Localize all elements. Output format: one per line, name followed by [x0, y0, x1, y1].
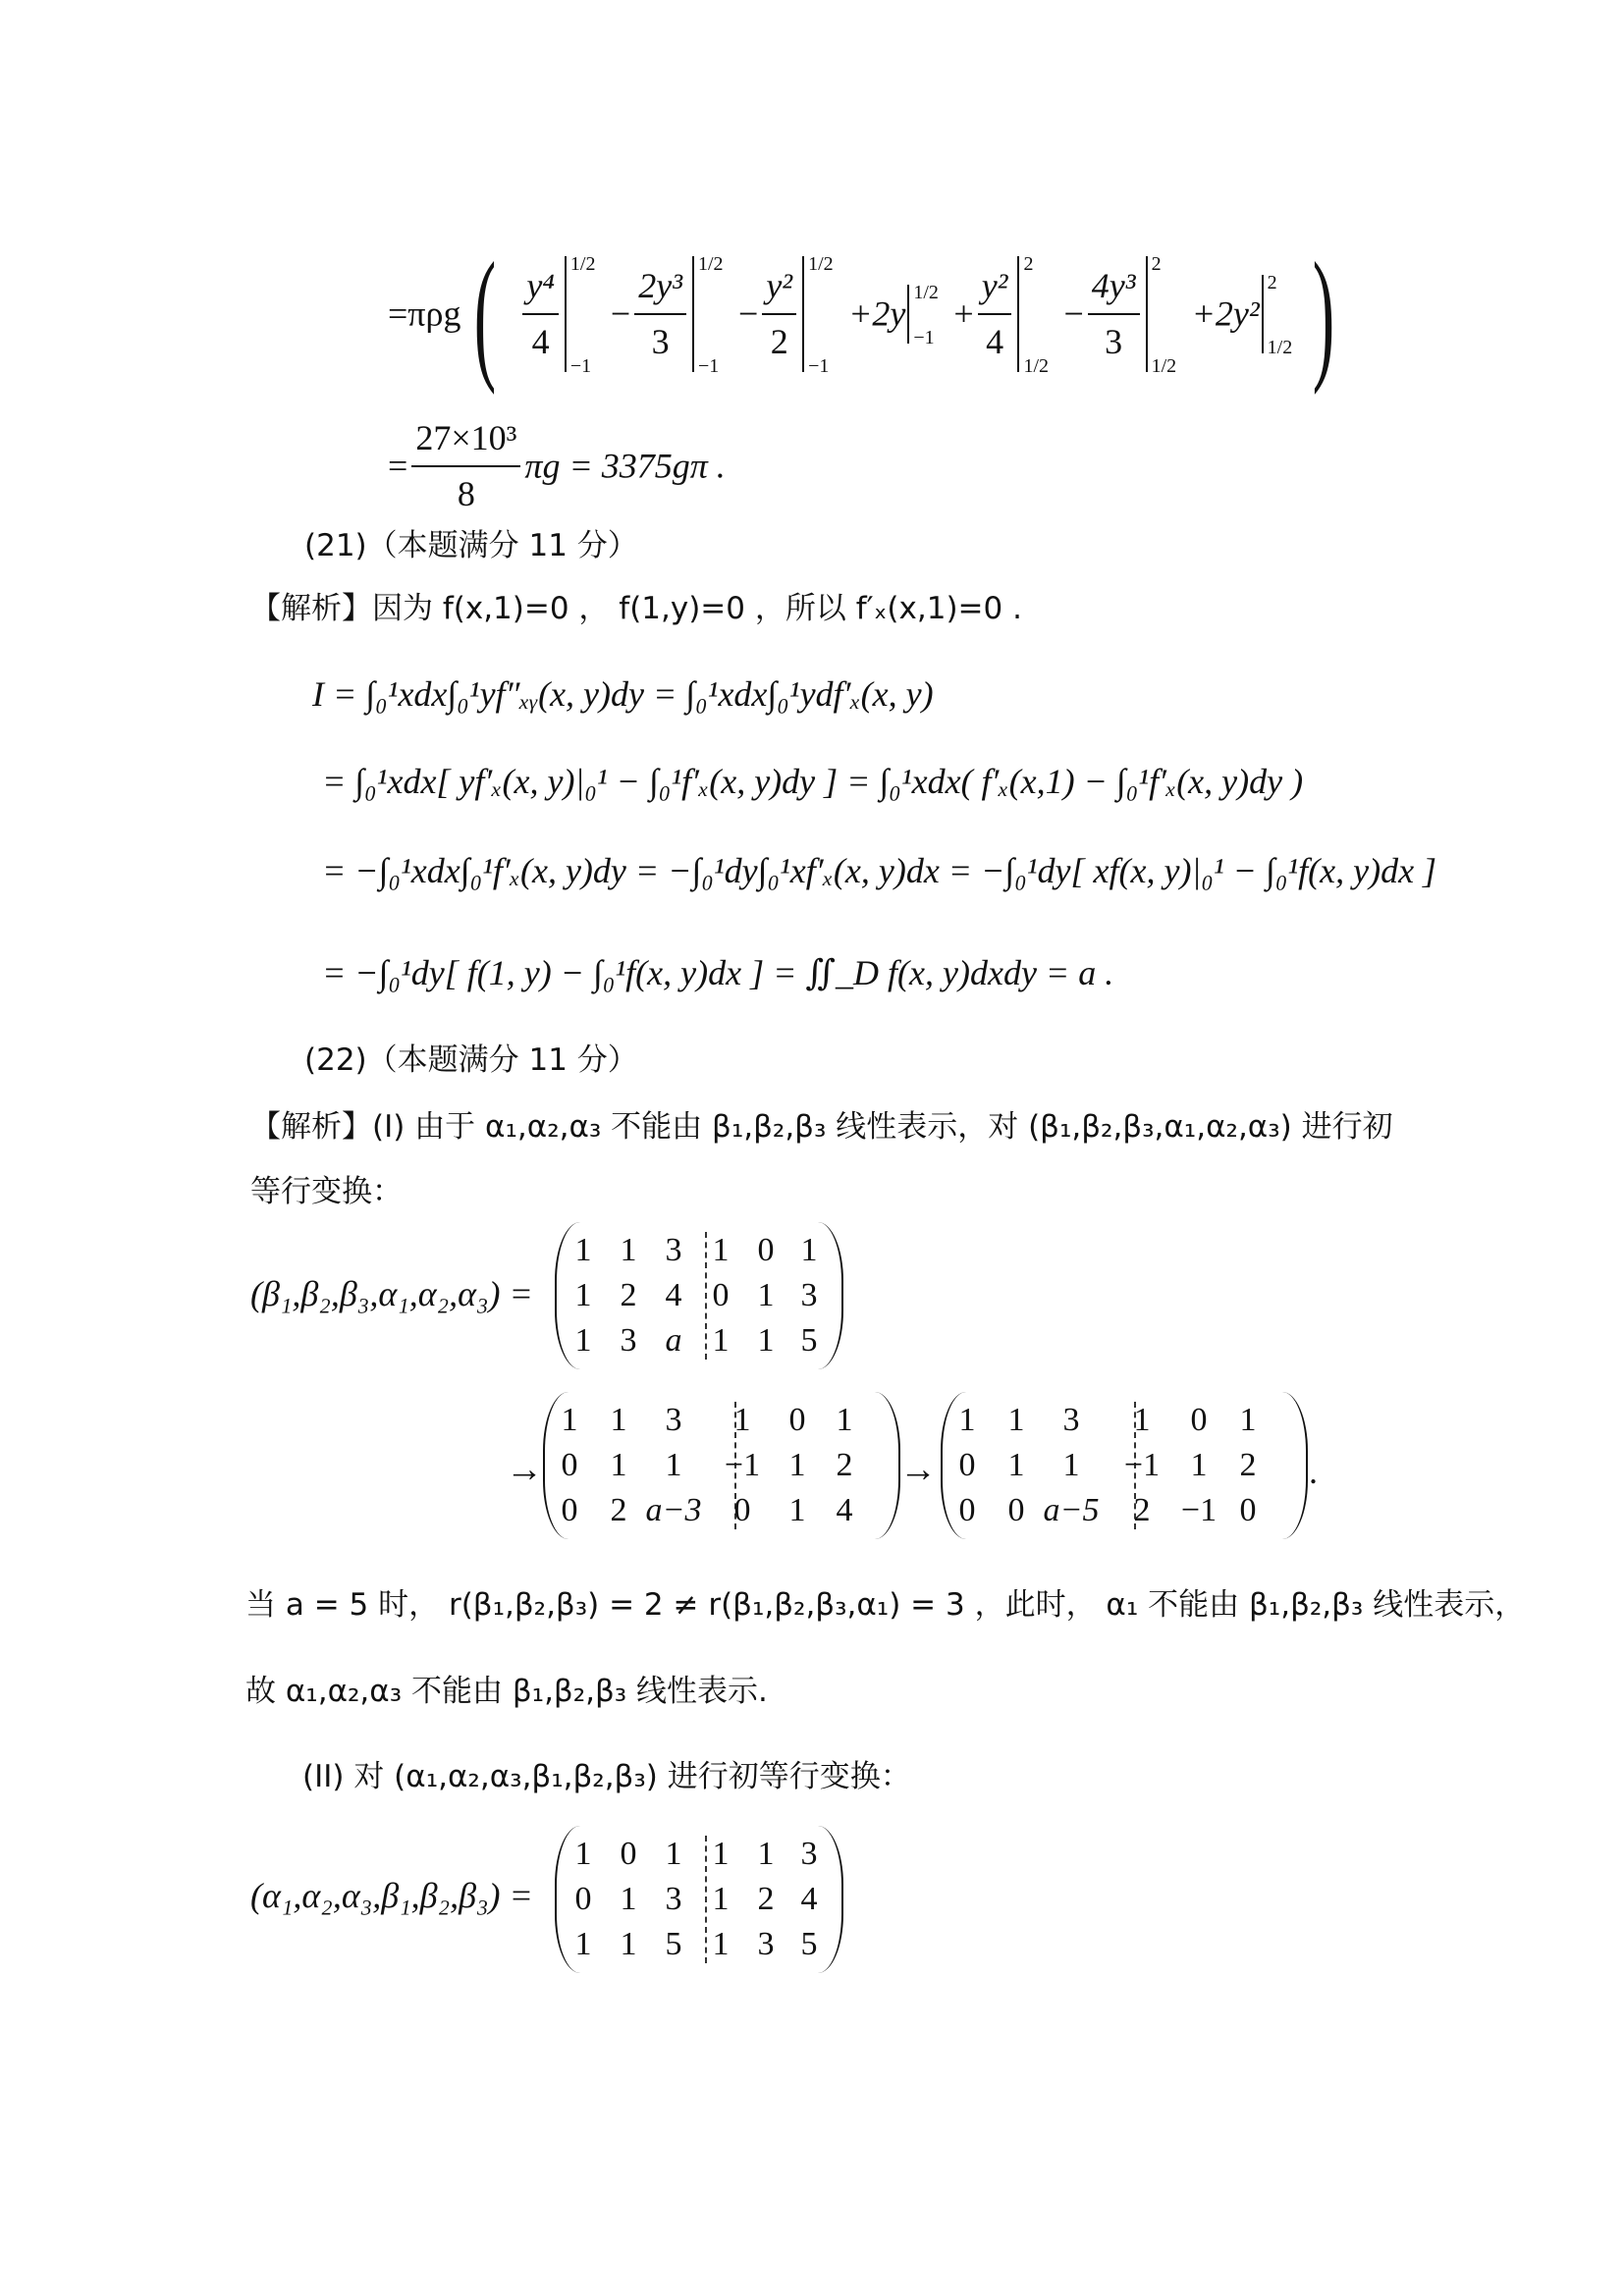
matrix-cell: 1	[665, 1836, 682, 1872]
q21-derivation-line-1: I = ∫₀¹xdx∫₀¹yf″ₓᵧ(x, y)dy = ∫₀¹xdx∫₀¹ydf′ₓ(x, y)	[312, 674, 934, 714]
matrix-cell: 1	[574, 1322, 592, 1359]
matrix-cell: 0	[1007, 1492, 1025, 1528]
matrix-cell: 1	[620, 1881, 637, 1917]
equation-result: = $\frac{\text{27×10³}}{8}$ πg = 3375gπ .	[388, 417, 726, 515]
matrix-cell: 1	[574, 1232, 592, 1268]
matrix-cell: 5	[800, 1322, 818, 1359]
q22-part2: (II) 对 (α₁,α₂,α₃,β₁,β₂,β₃) 进行初等行变换：	[302, 1759, 911, 1794]
matrix-cell: 5	[665, 1926, 682, 1962]
matrix-cell: −1	[1123, 1447, 1161, 1483]
matrix-2	[543, 1392, 900, 1539]
q22-part1	[250, 1104, 1393, 1147]
matrix-cell: 0	[733, 1492, 751, 1528]
period: .	[1309, 1452, 1318, 1491]
analysis-label: 【解析】	[250, 591, 372, 626]
matrix-cell: 4	[800, 1881, 818, 1917]
matrix-cell: 1	[712, 1836, 730, 1872]
matrix-cell: 2	[836, 1447, 853, 1483]
matrix-cell: 1	[1007, 1447, 1025, 1483]
matrix-cell: 1	[610, 1447, 627, 1483]
matrix-cell: 1	[712, 1926, 730, 1962]
fraction: $\frac{\text{y²}}{4}$	[978, 265, 1012, 363]
matrix-cell: 3	[665, 1402, 682, 1438]
matrix-cell: 1	[1190, 1447, 1208, 1483]
matrix-cell: 3	[757, 1926, 775, 1962]
matrix-cell: a	[665, 1322, 682, 1359]
eval-bar: 1/2 −1	[565, 256, 596, 372]
matrix-4	[555, 1826, 843, 1973]
q21-analysis	[250, 586, 1022, 628]
eval-bar: 1/2 −1	[692, 256, 724, 372]
matrix1-lhs: (β₁,β₂,β₃,α₁,α₂,α₃) =	[250, 1274, 533, 1313]
matrix-cell: 0	[788, 1402, 806, 1438]
fraction: $\frac{\text{y²}}{2}$	[762, 265, 796, 363]
q21-derivation-line-4: = −∫₀¹dy[ f(1, y) − ∫₀¹f(x, y)dx ] = ∬_D f(x, y)dxdy = a .	[322, 953, 1114, 992]
matrix-cell: 0	[1239, 1492, 1257, 1528]
fraction: $\frac{\text{27×10³}}{8}$	[411, 417, 520, 515]
eval-bar: 2 1/2	[1146, 256, 1177, 372]
matrix-cell: 1	[757, 1277, 775, 1313]
matrix-cell: 1	[574, 1277, 592, 1313]
matrix-cell: 1	[620, 1232, 637, 1268]
eval-bar: 2 1/2	[1262, 275, 1293, 353]
eval-bar: 1/2 −1	[802, 256, 834, 372]
matrix-cell: 1	[788, 1447, 806, 1483]
matrix-cell: 3	[665, 1232, 682, 1268]
matrix-cell: 0	[958, 1492, 976, 1528]
fraction: $\frac{\text{2y³}}{3}$	[634, 265, 686, 363]
q22-conclusion: 故 α₁,α₂,α₃ 不能由 β₁,β₂,β₃ 线性表示.	[245, 1674, 768, 1709]
matrix-cell: 3	[620, 1322, 637, 1359]
q22-part1-continued: 等行变换：	[250, 1174, 403, 1209]
matrix-cell: 5	[800, 1926, 818, 1962]
matrix-cell: 1	[574, 1836, 592, 1872]
matrix-cell: 1	[610, 1402, 627, 1438]
eval-bar: 2 1/2	[1017, 256, 1049, 372]
transform-arrow: →	[506, 1449, 543, 1490]
matrix-cell: 1	[958, 1402, 976, 1438]
matrix-cell: 1	[561, 1402, 578, 1438]
q21-derivation-line-2: = ∫₀¹xdx[ yf′ₓ(x, y)|₀¹ − ∫₀¹f′ₓ(x, y)dy ] = ∫₀¹xdx( f′ₓ(x,1) − ∫₀¹f′ₓ(x, y)dy )	[322, 762, 1304, 801]
matrix-cell: a−5	[1043, 1492, 1100, 1528]
right-paren: )	[1312, 233, 1334, 396]
matrix-cell: 2	[757, 1881, 775, 1917]
matrix-cell: 0	[620, 1836, 637, 1872]
analysis-text: 因为 f(x,1)=0 ， f(1,y)=0 ，所以 f′ₓ(x,1)=0 .	[372, 591, 1022, 626]
matrix-cell: 3	[665, 1881, 682, 1917]
eval-bar: 1/2 −1	[907, 285, 939, 344]
matrix-cell: 2	[1239, 1447, 1257, 1483]
matrix-cell: 1	[788, 1492, 806, 1528]
matrix-cell: 0	[561, 1447, 578, 1483]
part1-text: (I) 由于 α₁,α₂,α₃ 不能由 β₁,β₂,β₃ 线性表示，对 (β₁,β₂,β₃,α₁,α₂,α₃) 进行初	[372, 1109, 1393, 1145]
fraction: $\frac{\text{4y³}}{3}$	[1088, 265, 1140, 363]
matrix-cell: 3	[1062, 1402, 1080, 1438]
q22-when-text: 当 a = 5 时， r(β₁,β₂,β₃) = 2 ≠ r(β₁,β₂,β₃,α₁) = 3 ，此时， α₁ 不能由 β₁,β₂,β₃ 线性表示，	[245, 1587, 1526, 1623]
matrix-cell: 1	[836, 1402, 853, 1438]
matrix-cell: 0	[561, 1492, 578, 1528]
q22-heading: (22)（本题满分 11 分）	[304, 1042, 638, 1078]
matrix-cell: 3	[800, 1277, 818, 1313]
matrix-cell: 1	[620, 1926, 637, 1962]
matrix-cell: 4	[836, 1492, 853, 1528]
transform-arrow: →	[899, 1449, 937, 1490]
matrix-cell: 1	[1007, 1402, 1025, 1438]
analysis-label: 【解析】	[250, 1109, 372, 1145]
matrix-cell: 1	[712, 1232, 730, 1268]
matrix-cell: 1	[1062, 1447, 1080, 1483]
matrix-cell: 2	[610, 1492, 627, 1528]
matrix-cell: 1	[1239, 1402, 1257, 1438]
q21-derivation-line-3: = −∫₀¹xdx∫₀¹f′ₓ(x, y)dy = −∫₀¹dy∫₀¹xf′ₓ(x, y)dx = −∫₀¹dy[ xf(x, y)|₀¹ − ∫₀¹f(x, y)dx ]	[322, 851, 1437, 890]
matrix-cell: 3	[800, 1836, 818, 1872]
matrix-cell: 0	[757, 1232, 775, 1268]
matrix-cell: 2	[620, 1277, 637, 1313]
matrix-cell: 1	[665, 1447, 682, 1483]
matrix-3	[941, 1392, 1308, 1539]
matrix-cell: 1	[574, 1926, 592, 1962]
matrix-cell: −1	[724, 1447, 761, 1483]
matrix-1	[555, 1222, 843, 1369]
matrix-cell: 1	[712, 1881, 730, 1917]
q21-heading: (21)（本题满分 11 分）	[304, 528, 638, 563]
matrix-cell: 0	[574, 1881, 592, 1917]
matrix-cell: 1	[757, 1322, 775, 1359]
matrix-cell: 1	[733, 1402, 751, 1438]
matrix-cell: 0	[712, 1277, 730, 1313]
matrix-cell: 2	[1133, 1492, 1151, 1528]
matrix-cell: 1	[757, 1836, 775, 1872]
matrix-cell: a−3	[645, 1492, 702, 1528]
fraction: $\frac{\text{y⁴}}{4}$	[522, 265, 559, 363]
equation-pressure-integral: =πρg( $\frac{\text{y⁴}}{4}$ 1/2 −1 − $\frac{\text{2y³}}{3}$ 1/2 −1 − $\frac{\text{y²}}{2}$ 1/2 −1 +2y 1/2 −1 + $\frac{\text{y²}}{4}$ 2 1/2 − $\frac{\text{4y³}}{3}$ 2 1/2 +2y² 2 1/2 )	[388, 233, 1334, 396]
matrix4-lhs: (α₁,α₂,α₃,β₁,β₂,β₃) =	[250, 1876, 533, 1915]
matrix-cell: −1	[1180, 1492, 1218, 1528]
matrix-cell: 1	[1133, 1402, 1151, 1438]
matrix-cell: 1	[712, 1322, 730, 1359]
matrix-cell: 4	[665, 1277, 682, 1313]
matrix-cell: 0	[958, 1447, 976, 1483]
matrix-cell: 1	[800, 1232, 818, 1268]
left-paren: (	[474, 233, 497, 396]
matrix-cell: 0	[1190, 1402, 1208, 1438]
